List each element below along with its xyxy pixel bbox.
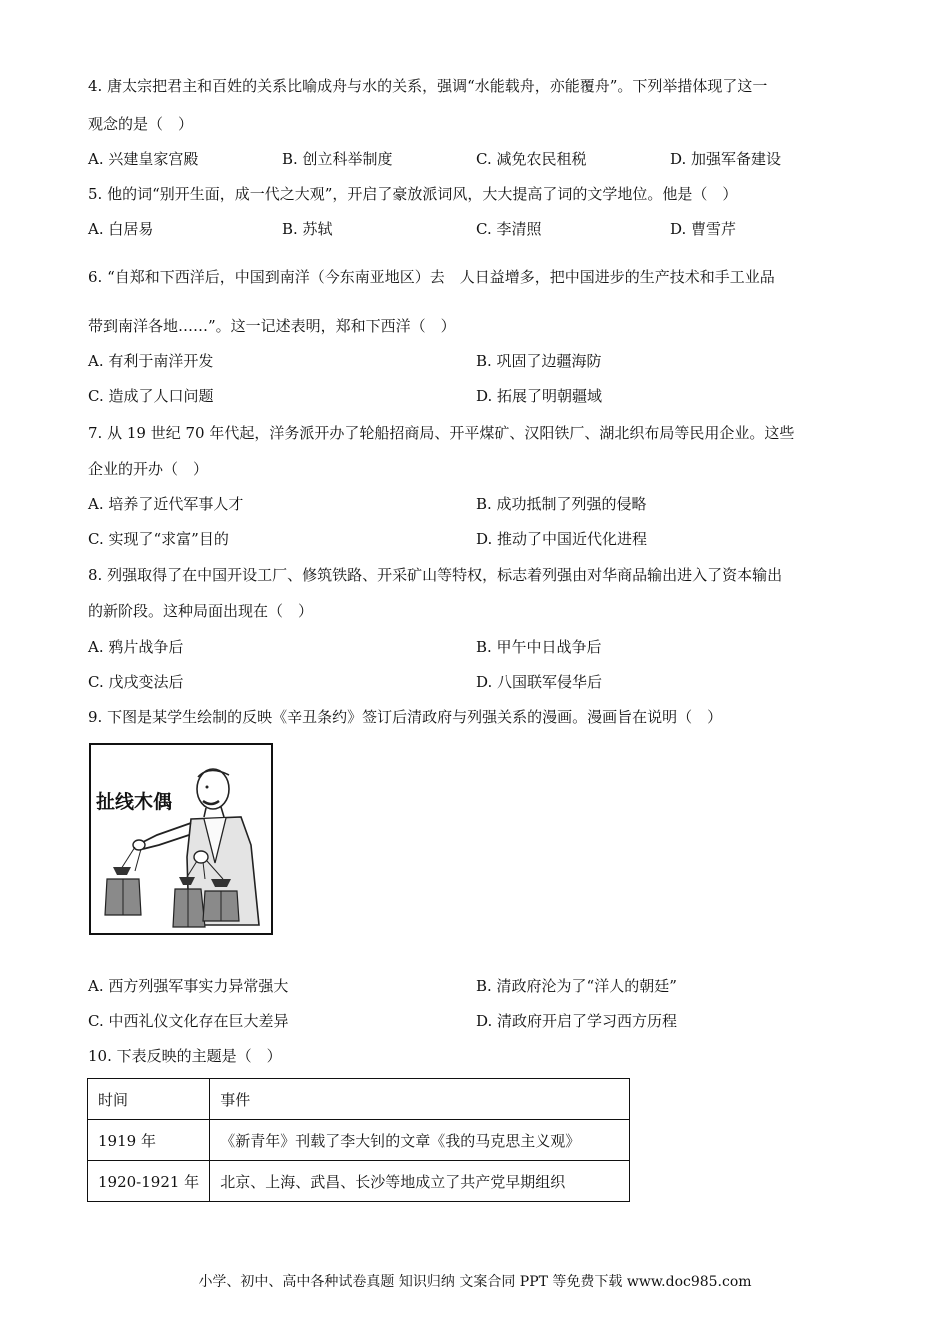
q6-option-b[interactable]: B. 巩固了边疆海防	[476, 352, 602, 370]
q5-option-d[interactable]: D. 曹雪芹	[670, 220, 737, 238]
q7-option-c[interactable]: C. 实现了“求富”目的	[88, 530, 229, 548]
q10-stem-line1: 10. 下表反映的主题是（ ）	[88, 1047, 282, 1065]
table-row	[88, 1120, 630, 1161]
q8-option-d[interactable]: D. 八国联军侵华后	[476, 673, 603, 691]
q4-option-c[interactable]: C. 减免农民租税	[476, 150, 587, 168]
q7-option-d[interactable]: D. 推动了中国近代化进程	[476, 530, 648, 548]
q5-option-b[interactable]: B. 苏轼	[282, 220, 333, 238]
q8-option-c[interactable]: C. 戊戌变法后	[88, 673, 184, 691]
q4-option-a[interactable]: A. 兴建皇家宫殿	[88, 150, 199, 168]
table-row	[88, 1161, 630, 1202]
q9-stem-line1: 9. 下图是某学生绘制的反映《辛丑条约》签订后清政府与列强关系的漫画。漫画旨在说明（ ）	[88, 708, 723, 726]
q5-stem-line1: 5. 他的词“别开生面，成一代之大观”，开启了豪放派词风，大大提高了词的文学地位。他是（ ）	[88, 185, 738, 203]
table-cell-event: 《新青年》刊载了李大钊的文章《我的马克思主义观》	[210, 1120, 630, 1161]
events-table	[87, 1078, 630, 1202]
table-header-row	[88, 1079, 630, 1120]
table-header-time: 时间	[88, 1079, 210, 1120]
q9-option-d[interactable]: D. 清政府开启了学习西方历程	[476, 1012, 678, 1030]
q6-stem-line1: 6. “自郑和下西洋后，中国到南洋（今东南亚地区）去 人日益增多，把中国进步的生产技术和手工业品	[88, 268, 775, 286]
q4-stem-line2: 观念的是（ ）	[88, 115, 194, 133]
table-cell-time: 1920-1921 年	[88, 1161, 210, 1202]
puppet-cartoon-drawing	[91, 745, 271, 933]
q7-stem-line1: 7. 从 19 世纪 70 年代起，洋务派开办了轮船招商局、开平煤矿、汉阳铁厂、湖北织布局等民用企业。这些	[88, 424, 795, 442]
cartoon-caption: 扯线木偶	[96, 791, 173, 813]
q7-option-a[interactable]: A. 培养了近代军事人才	[88, 495, 244, 513]
q5-option-c[interactable]: C. 李清照	[476, 220, 542, 238]
table-cell-event: 北京、上海、武昌、长沙等地成立了共产党早期组织	[210, 1161, 630, 1202]
table-cell-time: 1919 年	[88, 1120, 210, 1161]
q6-option-c[interactable]: C. 造成了人口问题	[88, 387, 214, 405]
q4-stem-line1: 4. 唐太宗把君主和百姓的关系比喻成舟与水的关系，强调“水能载舟，亦能覆舟”。下列举措体现了这一	[88, 77, 768, 95]
q9-option-a[interactable]: A. 西方列强军事实力异常强大	[88, 977, 289, 995]
q8-option-b[interactable]: B. 甲午中日战争后	[476, 638, 602, 656]
q8-stem-line1: 8. 列强取得了在中国开设工厂、修筑铁路、开采矿山等特权，标志着列强由对华商品输出进入了资本输出	[88, 566, 783, 584]
q6-stem-line2: 带到南洋各地……”。这一记述表明，郑和下西洋（ ）	[88, 317, 456, 335]
q9-option-b[interactable]: B. 清政府沦为了“洋人的朝廷”	[476, 977, 677, 995]
q6-option-d[interactable]: D. 拓展了明朝疆域	[476, 387, 603, 405]
q4-option-d[interactable]: D. 加强军备建设	[670, 150, 782, 168]
q8-option-a[interactable]: A. 鸦片战争后	[88, 638, 184, 656]
q6-option-a[interactable]: A. 有利于南洋开发	[88, 352, 214, 370]
q8-stem-line2: 的新阶段。这种局面出现在（ ）	[88, 602, 314, 620]
page-footer: 小学、初中、高中各种试卷真题 知识归纳 文案合同 PPT 等免费下载 www.doc985.com	[198, 1274, 752, 1290]
q7-stem-line2: 企业的开办（ ）	[88, 460, 209, 478]
q5-option-a[interactable]: A. 白居易	[88, 220, 154, 238]
table-header-event: 事件	[210, 1079, 630, 1120]
puppet-cartoon	[89, 743, 273, 935]
q7-option-b[interactable]: B. 成功抵制了列强的侵略	[476, 495, 647, 513]
q9-option-c[interactable]: C. 中西礼仪文化存在巨大差异	[88, 1012, 289, 1030]
q4-option-b[interactable]: B. 创立科举制度	[282, 150, 393, 168]
